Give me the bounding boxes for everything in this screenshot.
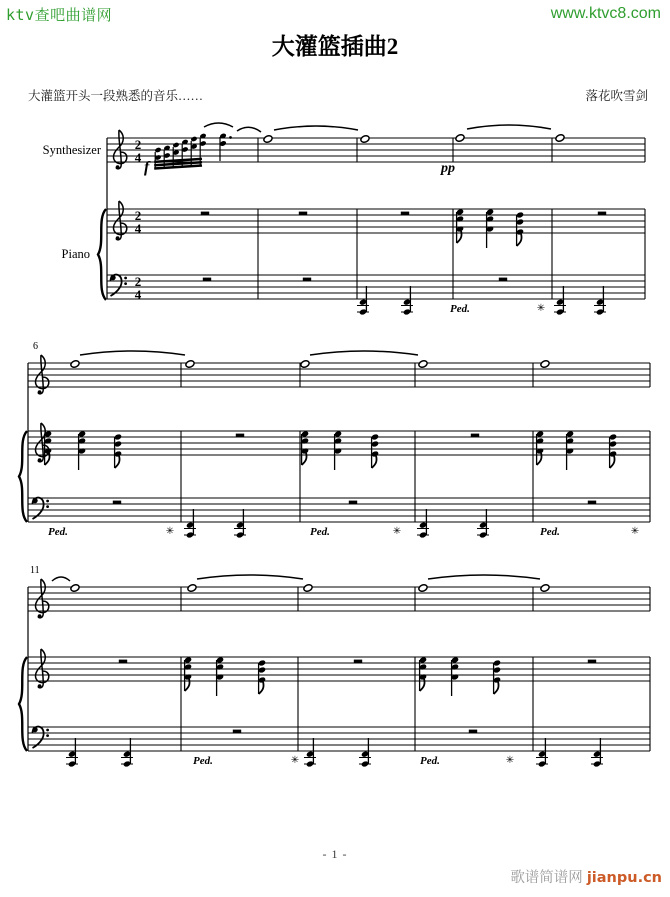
measure-rest <box>354 660 362 664</box>
pedal-down-mark: Ped. <box>540 526 560 538</box>
pedal-down-mark: Ped. <box>193 755 213 767</box>
eighth-flag <box>115 456 120 468</box>
pedal-down-mark: Ped. <box>420 755 440 767</box>
tie-slur <box>80 351 185 355</box>
piano-chord <box>493 659 501 694</box>
measure-number: 6 <box>33 341 38 352</box>
synth-staff <box>28 363 650 387</box>
pedal-up-mark: ✳ <box>392 526 402 537</box>
caption-note: 大灌篮开头一段熟悉的音乐…… <box>28 89 204 103</box>
piano-chord <box>486 208 494 248</box>
piano-chord <box>184 656 192 691</box>
pedal-up-mark: ✳ <box>290 755 300 766</box>
half-note <box>263 135 273 144</box>
measure-rest <box>233 730 241 734</box>
measure-rest <box>299 212 307 216</box>
piano-bass-staff <box>28 498 650 522</box>
bass-note-pair <box>417 509 429 539</box>
treble-clef-dot <box>38 614 42 618</box>
bass-note-pair <box>536 738 548 768</box>
bass-note-pair <box>66 738 78 768</box>
measure-rest <box>588 501 596 505</box>
dynamic-marking: f <box>144 159 150 176</box>
bass-clef-dot <box>46 729 49 732</box>
time-signature-denominator: 4 <box>134 149 142 165</box>
half-note <box>70 360 80 369</box>
time-signature-numerator: 2 <box>134 137 142 152</box>
piano-chord <box>451 656 459 696</box>
bass-note-pair <box>184 509 196 539</box>
piano-chord <box>609 433 617 468</box>
piano-chord <box>258 659 266 694</box>
eighth-flag <box>372 456 377 468</box>
piano-bass-staff <box>28 727 650 751</box>
bass-note-pair <box>121 738 133 768</box>
piano-treble-staff <box>107 209 645 233</box>
treble-clef-dot <box>116 165 120 169</box>
half-note <box>187 584 197 593</box>
measure-rest <box>203 278 211 282</box>
piano-brace <box>19 657 27 751</box>
bass-note-pair <box>594 286 606 316</box>
half-note <box>360 135 370 144</box>
piano-chord <box>78 430 86 470</box>
piano-chord <box>419 656 427 691</box>
synth-staff <box>28 587 650 611</box>
piano-bass-staff <box>107 275 645 299</box>
tie-slur <box>274 126 358 130</box>
pedal-up-mark: ✳ <box>165 526 175 537</box>
measure-rest <box>119 660 127 664</box>
piano-brace <box>98 209 106 300</box>
half-note <box>540 360 550 369</box>
half-note <box>70 584 80 593</box>
treble-clef-dot <box>38 390 42 394</box>
instrument-label-synthesizer: Synthesizer <box>42 143 101 157</box>
bass-clef-dot <box>46 500 49 503</box>
tie-slur <box>428 575 540 579</box>
half-note <box>555 134 565 143</box>
tie-slur <box>197 575 303 579</box>
page-number: - 1 - <box>322 847 348 861</box>
tie-slur <box>467 125 551 129</box>
watermark-site-left: ktv查吧曲谱网 <box>6 6 113 24</box>
bass-clef-dot <box>124 282 127 285</box>
system-3 <box>19 565 650 768</box>
treble-clef-dot <box>38 684 42 688</box>
eighth-flag <box>517 234 522 246</box>
bass-note-pair <box>401 286 413 316</box>
half-note <box>418 360 428 369</box>
bass-note-pair <box>477 509 489 539</box>
bass-clef-dot <box>46 505 49 508</box>
time-signature-numerator: 2 <box>134 208 142 223</box>
measure-rest <box>401 212 409 216</box>
bass-note-pair <box>591 738 603 768</box>
watermark-footer <box>510 866 662 887</box>
bass-clef-dot <box>46 734 49 737</box>
measure-rest <box>598 212 606 216</box>
author-credit: 落花吹雪剑 <box>585 89 648 103</box>
footer-site-url: jianpu.cn <box>586 870 662 886</box>
time-signature-denominator: 4 <box>134 286 142 302</box>
eighth-flag <box>259 682 264 694</box>
measure-rest <box>499 278 507 282</box>
pedal-down-mark: Ped. <box>48 526 68 538</box>
dynamic-marking: pp <box>441 161 455 176</box>
measure-rest <box>113 501 121 505</box>
augmentation-dot <box>229 136 232 139</box>
pedal-down-mark: Ped. <box>450 303 470 315</box>
system-2 <box>19 341 650 539</box>
measure-rest <box>303 278 311 282</box>
measure-rest <box>349 501 357 505</box>
bass-note-pair <box>554 286 566 316</box>
treble-clef-dot <box>116 236 120 240</box>
tie-slur <box>204 123 233 127</box>
pedal-up-mark: ✳ <box>536 303 546 314</box>
measure-rest <box>469 730 477 734</box>
bass-note-pair <box>234 509 246 539</box>
measure-rest <box>201 212 209 216</box>
bass-note-pair <box>359 738 371 768</box>
piano-chord <box>516 211 524 246</box>
treble-clef-dot <box>38 458 42 462</box>
measure-rest <box>588 660 596 664</box>
bass-note-pair <box>357 286 369 316</box>
half-note <box>418 584 428 593</box>
piano-chord <box>566 430 574 470</box>
song-title: 大灌篮插曲2 <box>271 34 399 59</box>
system-1 <box>43 123 645 316</box>
footer-site-name: 歌谱简谱网 <box>510 870 583 886</box>
bass-clef-dot <box>124 277 127 280</box>
piano-chord <box>456 208 464 243</box>
piano-chord <box>216 656 224 696</box>
half-note <box>185 360 195 369</box>
measure-number: 11 <box>30 565 40 576</box>
half-note <box>300 360 310 369</box>
piano-chord <box>371 433 379 468</box>
pedal-up-mark: ✳ <box>505 755 515 766</box>
watermark-site-right: www.ktvc8.com <box>550 5 661 22</box>
half-note <box>540 584 550 593</box>
pickup-notes <box>219 133 232 161</box>
tie-slur <box>52 577 70 581</box>
eighth-flag <box>610 456 615 468</box>
time-signature-numerator: 2 <box>134 274 142 289</box>
measure-rest <box>236 434 244 438</box>
measure-rest <box>471 434 479 438</box>
half-note <box>303 584 313 593</box>
tie-slur <box>237 127 261 132</box>
time-signature-denominator: 4 <box>134 220 142 236</box>
eighth-flag <box>494 682 499 694</box>
piano-chord <box>334 430 342 470</box>
bass-note-pair <box>304 738 316 768</box>
piano-chord <box>114 433 122 468</box>
tie-slur <box>310 351 418 355</box>
instrument-label-piano: Piano <box>61 247 90 261</box>
piano-chord <box>536 430 544 465</box>
half-note <box>455 134 465 143</box>
piano-brace <box>19 431 27 522</box>
pedal-up-mark: ✳ <box>630 526 640 537</box>
pedal-down-mark: Ped. <box>310 526 330 538</box>
piano-chord <box>301 430 309 465</box>
